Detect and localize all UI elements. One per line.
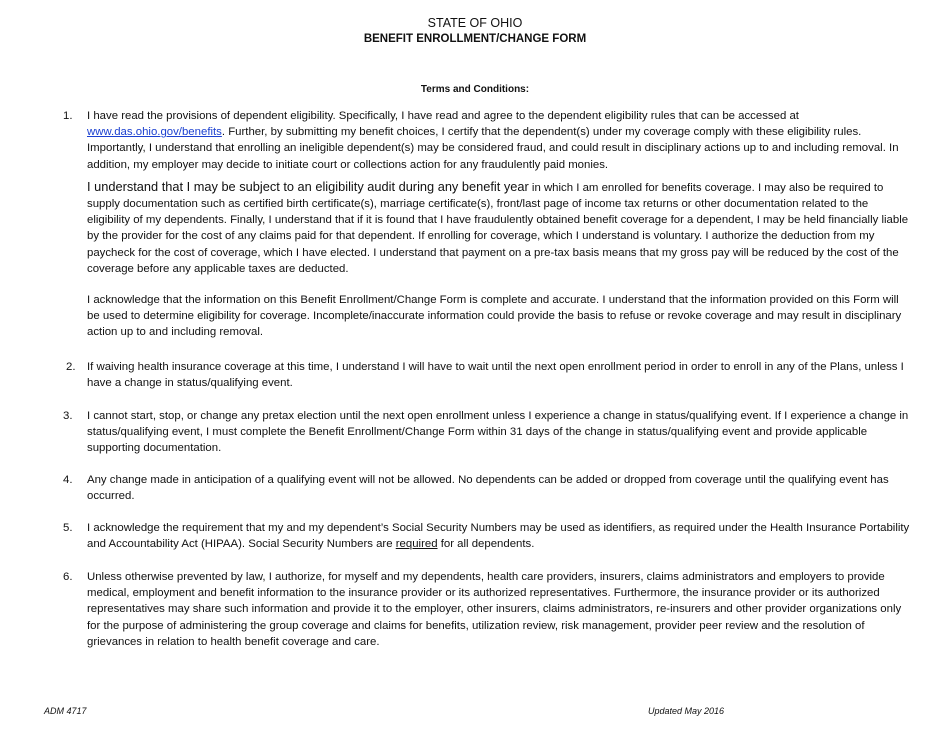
term-item-3 [60,408,910,457]
item-number: 1. [63,110,73,122]
document-header [0,16,950,47]
required-emphasis: required [395,538,438,551]
term-item-1 [60,108,910,341]
item-number: 3. [63,410,73,422]
updated-date: Updated May 2016 [648,706,725,716]
item-number: 2. [66,361,76,373]
form-title: BENEFIT ENROLLMENT/CHANGE FORM [363,33,587,45]
term-item-4 [60,472,910,504]
item-1-paragraph-3: I acknowledge that the information on this Benefit Enrollment/Change Form is complete and accurate. I understand that the information provided on this Form will be used to determine eligibility for coverage. Incomplete/inaccurate information could provide the basis to refuse or revoke coverage and may result in disciplinary action up to and including removal. [87,294,902,339]
item-3-text: I cannot start, stop, or change any pretax election until the next open enrollment unless I experience a change in status/qualifying event. If I experience a change in status/qualifying event, I must complete the Benefit Enrollment/Change Form within 31 days of the change in status/qualifying event and provide applicable supporting documentation. [87,410,909,455]
item-4-text: Any change made in anticipation of a qualifying event will not be allowed. No dependents can be added or dropped from coverage until the qualifying event has occurred. [87,474,889,503]
item-1-paragraph-2: I understand that I may be subject to an eligibility audit during any benefit year in which I am enrolled for benefits coverage. I may also be required to supply documentation such as certified birth certificate(s), marriage certificate(s), front/last page of income tax returns or other documentation related to the eligibility of my dependents. Finally, I understand that if it is found that I have fraudulently obtained benefit coverage for a dependent, I may be held financially liable by the provider for the cost of any claims paid for that dependent. If enrolling for coverage, which I understand is voluntary. I authorize the deduction from my paycheck for the cost of coverage, which I have elected. I understand that payment on a pre-tax basis means that my gross pay will be reduced by the cost of the coverage before any applicable taxes are deducted. [87,178,909,275]
item-5-text: I acknowledge the requirement that my and my dependent’s Social Security Numbers may be used as identifiers, as required under the Health Insurance Portability and Accountability Act (HIPAA). Social Security Numbers are required for all dependents. [87,522,910,551]
item-6-text: Unless otherwise prevented by law, I authorize, for myself and my dependents, health care providers, insurers, claims administrators and employers to provide medical, employment and benefit information to the insurance provider or its authorized representatives. Furthermore, the insurance provider or its authorized representatives may share such information and provide it to the employer, other insurers, claims administrators, re-insurers and other provider organizations only for the purpose of administering the group coverage and claims for benefits, utilization review, risk management, provider peer review and the resolution of grievances in relation to health benefit coverage and care. [87,571,902,648]
terms-heading: Terms and Conditions: [420,84,530,95]
item-1-paragraph-1: I have read the provisions of dependent eligibility. Specifically, I have read and agree to the dependent eligibility rules that can be accessed at www.das.ohio.gov/benefits. Further, by submitting my benefit choices, I certify that the dependent(s) under my coverage comply with these eligibility rules. Importantly, I understand that enrolling an ineligible dependent(s) may be considered fraud, and could result in disciplinary actions up to and including removal. In addition, my employer may decide to initiate court or collections action for any fraudulently paid monies. [87,110,899,171]
term-item-6 [60,569,910,650]
item-number: 6. [63,571,73,583]
term-item-5 [60,520,910,552]
item-number: 5. [63,522,73,534]
benefits-website-link[interactable]: www.das.ohio.gov/benefits [87,126,222,139]
state-heading: STATE OF OHIO [427,16,523,30]
item-2-text: If waiving health insurance coverage at this time, I understand I will have to wait until the next open enrollment period in order to enroll in any of the Plans, unless I have a change in status/qualifying event. [87,361,904,390]
form-number: ADM 4717 [44,706,87,716]
item-number: 4. [63,474,73,486]
term-item-2 [60,359,910,391]
